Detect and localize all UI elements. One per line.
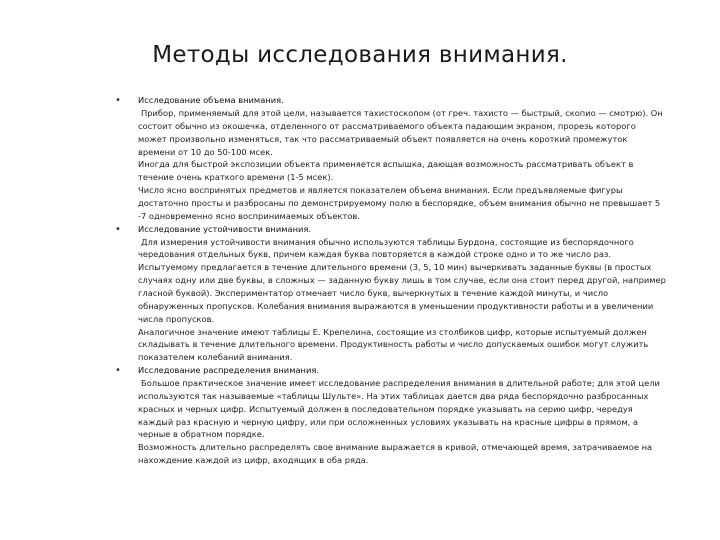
paragraph-line: нахождение каждой из цифр, входящих в оба ряда.: [138, 455, 369, 466]
paragraph-line: Возможность длительно распределять свое внимание выражается в кривой, отмечающей время, затрачиваемое на: [138, 442, 653, 453]
paragraph-line: показателем колебаний внимания.: [138, 352, 293, 363]
paragraph-line: красных и черных цифр. Испытуемый должен в последовательном порядке указывать на серию цифр, чередуя: [138, 403, 633, 414]
paragraph-line: гласной буквой). Экспериментатор отмечает число букв, вычеркнутых в течение каждой минуты, и число: [138, 287, 609, 298]
section-heading: Исследование устойчивости внимания.: [138, 223, 312, 234]
paragraph-line: Аналогичное значение имеют таблицы Е. Крепелина, состоящие из столбиков цифр, которые испытуемый должен: [138, 326, 647, 337]
bullet-section-distribution: [112, 364, 697, 467]
paragraph-line: Прибор, применяемый для этой цели, называется тахистоскопом (от греч. тахисто — быстрый, скопио — смотрю). Он: [141, 108, 663, 118]
paragraph-line: -7 одновременно ясно воспринимаемых объектов.: [138, 210, 360, 221]
paragraph-line: может произвольно изменяться, так что рассматриваемый объект появляется на очень короткий промежуток: [138, 133, 628, 144]
paragraph-line: числа пропусков.: [138, 313, 215, 324]
paragraph-line: Число ясно воспринятых предметов и является показателем объема внимания. Если предъявляемые фигуры: [138, 185, 623, 196]
paragraph-line: случаях одну или две буквы, в сложных — заданную букву лишь в том случае, если она стоит перед другой, например: [138, 275, 666, 286]
paragraph-line: Большое практическое значение имеет исследование распределения внимания в длительной работе; для этой цели: [141, 378, 660, 389]
paragraph-line: используются так называемые «таблицы Шульте». На этих таблицах дается два ряда беспорядочно разбросанных: [138, 390, 649, 401]
section-heading: Исследование распределения внимания.: [138, 365, 319, 376]
paragraph-line: Для измерения устойчивости внимания обычно используются таблицы Бурдона, состоящие из беспорядочного: [141, 236, 634, 247]
slide-content: [112, 94, 697, 467]
bullet-section-stability: [112, 223, 697, 364]
paragraph-line: черные в обратном порядке.: [138, 429, 265, 440]
paragraph-line: Иногда для быстрой экспозиции объекта применяется вспышка, дающая возможность рассматривать объект в: [138, 159, 634, 170]
paragraph-line: течение очень краткого времени (1-5 мсек).: [138, 172, 334, 183]
slide-title: Методы исследования внимания.: [152, 42, 568, 68]
bullet-section-volume: [112, 94, 697, 223]
bullet-icon: •: [115, 365, 121, 377]
paragraph-line: чередования отдельных букв, причем каждая буква повторяется в каждой строке одно и то же число раз.: [138, 249, 612, 260]
paragraph-line: обнаруженных пропусков. Колебания внимания выражаются в уменьшении продуктивности работы и в увеличении: [138, 300, 654, 311]
paragraph-line: состоит обычно из окошечка, отделенного от рассматриваемого объекта падающим экраном, прорезь которого: [138, 120, 636, 131]
paragraph-line: каждый раз красную и черную цифру, или при осложненных условиях указывать на красные цифры в прямом, а: [138, 416, 638, 427]
paragraph-line: Испытуемому предлагается в течение длительного времени (3, 5, 10 мин) вычеркивать заданные буквы (в простых: [138, 262, 652, 273]
bullet-icon: •: [115, 95, 121, 106]
paragraph-line: времени от 10 до 50-100 мсек.: [138, 146, 273, 157]
bullet-icon: •: [115, 223, 121, 235]
section-heading: Исследование объема внимания.: [138, 95, 284, 105]
paragraph-line: достаточно просты и разбросаны по демонстрируемому полю в беспорядке, объем внимания обычно не превышает 5: [138, 197, 661, 208]
paragraph-line: складывать в течение длительного времени. Продуктивность работы и число допускаемых ошибок могут служить: [138, 339, 649, 350]
